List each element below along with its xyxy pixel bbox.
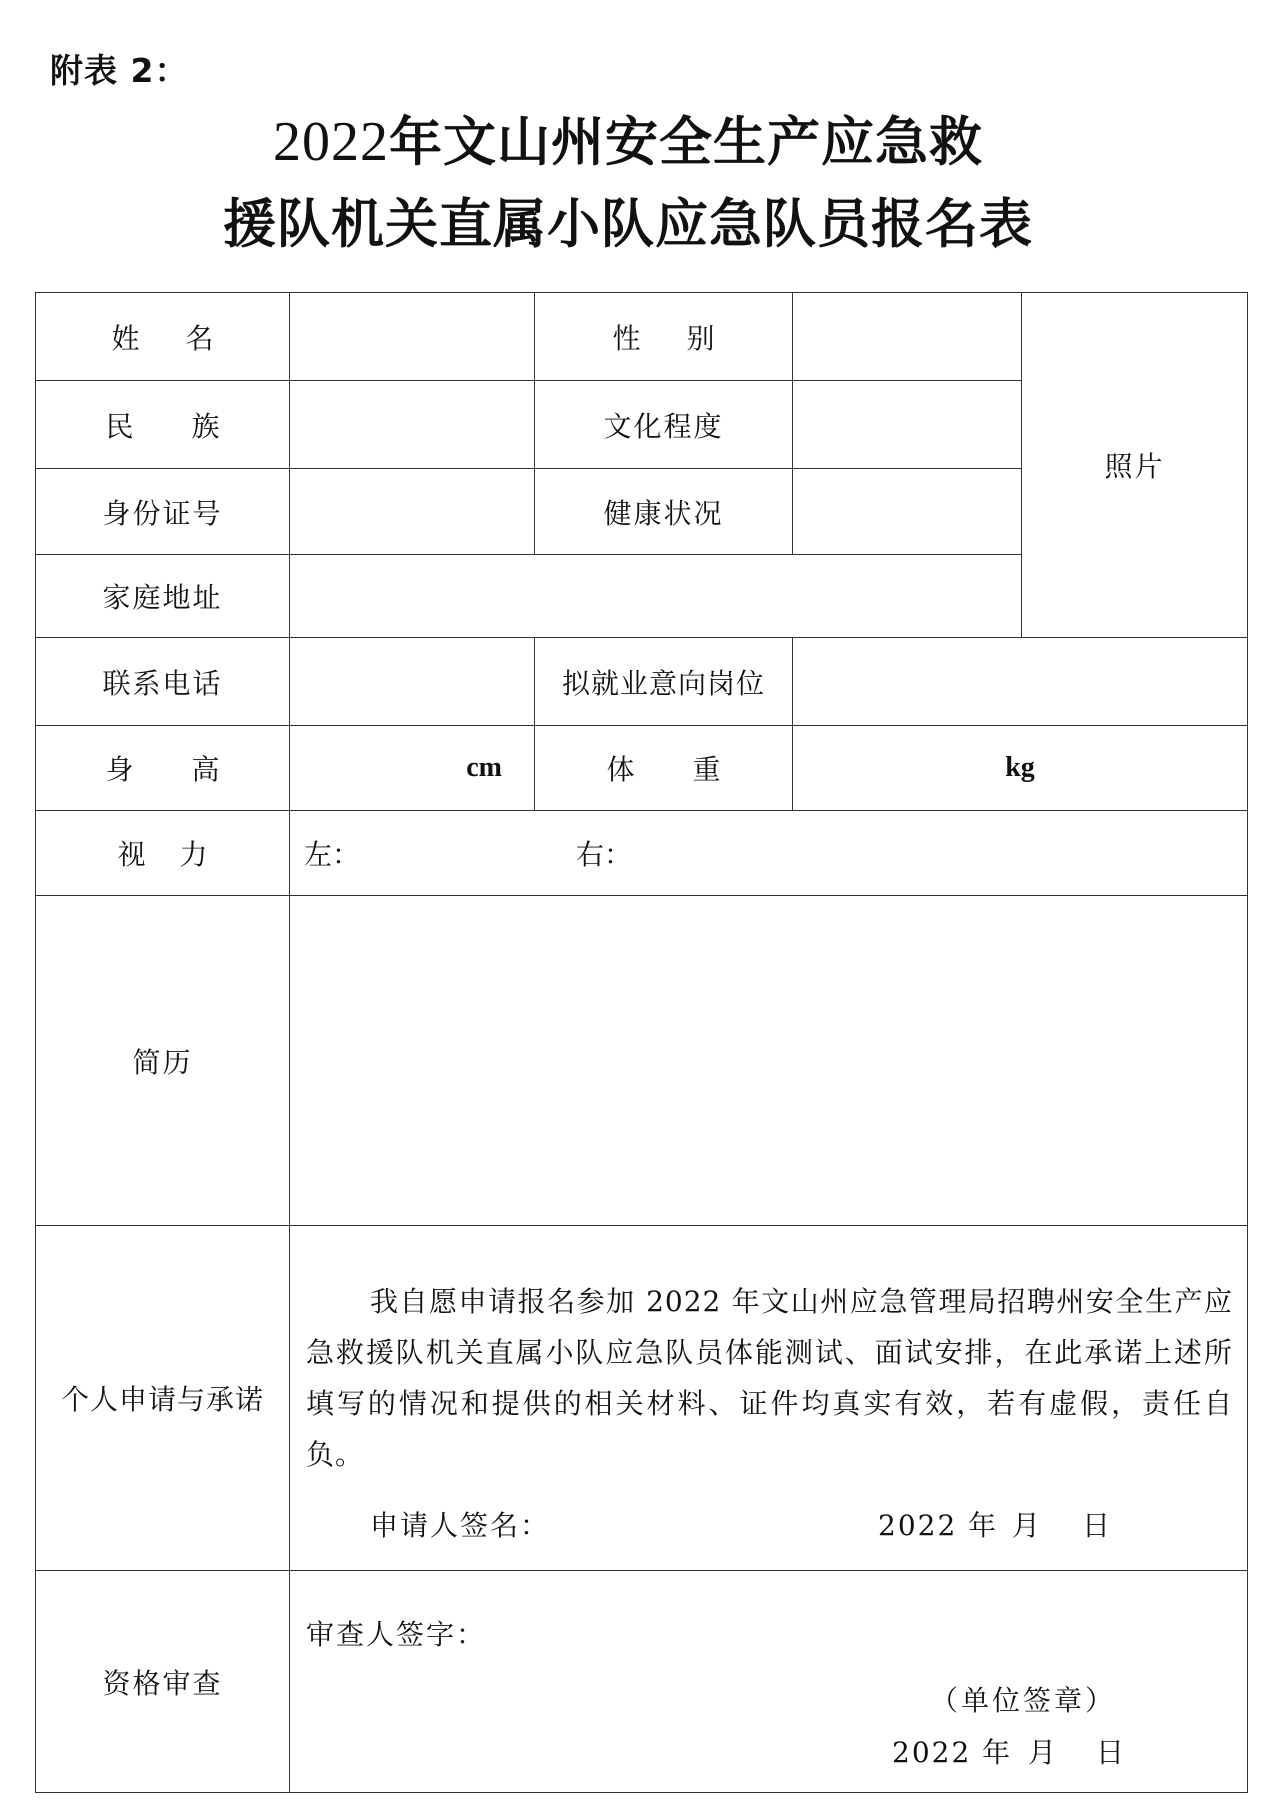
registration-form-table	[35, 292, 1248, 1793]
height-unit: cm	[466, 752, 502, 783]
weight-unit: kg	[1005, 752, 1035, 783]
id-number-label: 身份证号	[36, 469, 290, 555]
address-field[interactable]	[290, 555, 1022, 638]
review-label: 资格审查	[36, 1571, 290, 1793]
ethnicity-label: 民族	[36, 381, 290, 469]
pledge-field	[290, 1226, 1248, 1571]
row-pledge	[36, 1226, 1248, 1571]
row-resume	[36, 896, 1248, 1226]
pledge-text: 我自愿申请报名参加 2022 年文山州应急管理局招聘州安全生产应急救援队机关直属小队应急队员体能测试、面试安排，在此承诺上述所填写的情况和提供的相关材料、证件均真实有效，若有虚假，责任自负。	[306, 1285, 1233, 1471]
photo-box[interactable]	[1022, 293, 1248, 638]
id-number-field[interactable]	[290, 469, 535, 555]
review-date-day: 日	[1096, 1736, 1127, 1769]
vision-label: 视力	[36, 811, 290, 896]
form-title-line-2: 援队机关直属小队应急队员报名表	[223, 194, 1033, 255]
ethnicity-field[interactable]	[290, 381, 535, 469]
gender-field[interactable]	[793, 293, 1022, 381]
pledge-label: 个人申请与承诺	[36, 1226, 290, 1571]
weight-label: 体重	[535, 726, 793, 811]
phone-label: 联系电话	[36, 638, 290, 726]
height-field[interactable]	[290, 726, 535, 811]
position-label: 拟就业意向岗位	[535, 638, 793, 726]
pledge-date-year: 2022 年	[878, 1509, 999, 1542]
vision-left-label: 左：	[304, 838, 361, 871]
height-label: 身高	[36, 726, 290, 811]
review-date-year: 2022 年	[892, 1736, 1013, 1769]
applicant-sign-label: 申请人签名：	[370, 1509, 551, 1542]
row-phone-position	[36, 638, 1248, 726]
education-field[interactable]	[793, 381, 1022, 469]
vision-field[interactable]	[290, 811, 1248, 896]
reviewer-sign-label: 审查人签字：	[306, 1618, 487, 1651]
row-height-weight	[36, 726, 1248, 811]
address-label: 家庭地址	[36, 555, 290, 638]
unit-seal-label: （单位签章）	[930, 1684, 1117, 1717]
health-label: 健康状况	[535, 469, 793, 555]
title-year: 2022	[273, 111, 389, 173]
name-label: 姓名	[36, 293, 290, 381]
review-field	[290, 1571, 1248, 1793]
row-vision	[36, 811, 1248, 896]
position-field[interactable]	[793, 638, 1248, 726]
phone-field[interactable]	[290, 638, 535, 726]
resume-field[interactable]	[290, 896, 1248, 1226]
gender-label: 性别	[535, 293, 793, 381]
form-title-line-1	[0, 100, 1270, 176]
pledge-date-day: 日	[1082, 1509, 1113, 1542]
weight-field[interactable]	[793, 726, 1248, 811]
health-field[interactable]	[793, 469, 1022, 555]
row-name-gender	[36, 293, 1248, 381]
pledge-date-month: 月	[1012, 1509, 1043, 1542]
annex-label: 附表 2：	[50, 51, 189, 90]
title-line-1-text: 年文山州安全生产应急救	[389, 112, 983, 173]
photo-label: 照片	[1104, 450, 1165, 483]
education-label: 文化程度	[535, 381, 793, 469]
resume-label: 简历	[36, 896, 290, 1226]
name-field[interactable]	[290, 293, 535, 381]
vision-right-label: 右：	[576, 838, 633, 871]
review-date-month: 月	[1028, 1736, 1059, 1769]
row-review	[36, 1571, 1248, 1793]
